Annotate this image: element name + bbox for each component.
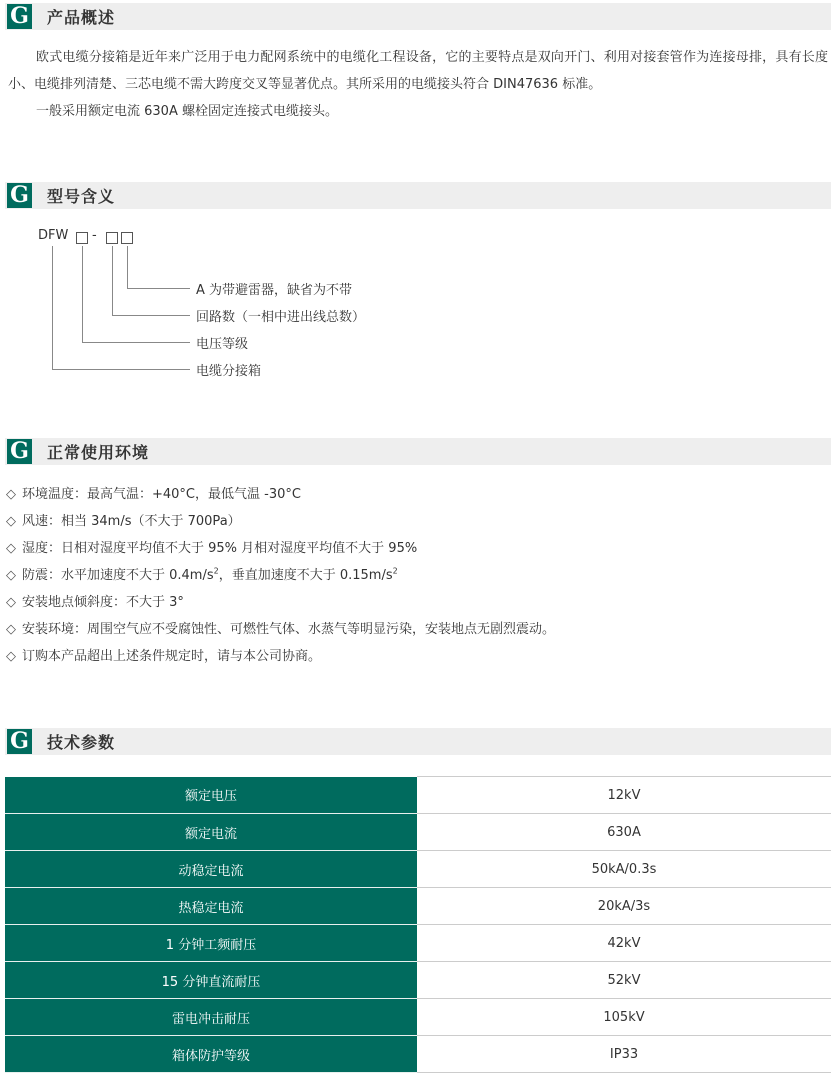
connector-line [112, 246, 113, 315]
spec-value: 630A [417, 814, 831, 851]
connector-line [112, 315, 190, 316]
spec-name: 额定电压 [5, 777, 417, 814]
spec-name: 额定电流 [5, 814, 417, 851]
spec-value: 42kV [417, 925, 831, 962]
list-item: ◇ 订购本产品超出上述条件规定时，请与本公司协商。 [6, 643, 832, 670]
diamond-bullet-icon: ◇ [6, 622, 16, 637]
overview-paragraph: 一般采用额定电流 630A 螺栓固定连接式电缆接头。 [36, 104, 338, 119]
list-item: ◇ 风速：相当 34m/s（不大于 700Pa） [6, 508, 832, 535]
table-row [5, 777, 831, 814]
section-title: 正常使用环境 [47, 443, 150, 462]
spec-name: 雷电冲击耐压 [5, 999, 417, 1036]
environment-list [6, 481, 832, 670]
list-item: ◇ 湿度：日相对湿度平均值不大于 95% 月相对湿度平均值不大于 95% [6, 535, 832, 562]
section-header-overview [5, 3, 831, 30]
spec-name: 热稳定电流 [5, 888, 417, 925]
spec-value: IP33 [417, 1036, 831, 1073]
spec-value: 12kV [417, 777, 831, 814]
model-dash: - [92, 228, 97, 243]
section-title: 技术参数 [47, 733, 116, 752]
table-row [5, 814, 831, 851]
model-label: 电压等级 [196, 337, 249, 352]
table-row [5, 962, 831, 999]
list-item: ◇ 安装环境：周围空气应不受腐蚀性、可燃性气体、水蒸气等明显污染，安装地点无剧烈震动。 [6, 616, 832, 643]
connector-line [52, 369, 190, 370]
list-item: ◇ 环境温度：最高气温：+40°C，最低气温 -30°C [6, 481, 832, 508]
spec-name: 动稳定电流 [5, 851, 417, 888]
section-title: 型号含义 [47, 187, 116, 206]
table-row [5, 925, 831, 962]
model-label: A 为带避雷器，缺省为不带 [196, 283, 353, 298]
table-row [5, 1036, 831, 1073]
spec-value: 105kV [417, 999, 831, 1036]
connector-line [52, 246, 53, 369]
diamond-bullet-icon: ◇ [6, 487, 16, 502]
g-logo-icon: G [7, 183, 32, 208]
model-label: 回路数（一相中进出线总数） [196, 310, 366, 325]
diamond-bullet-icon: ◇ [6, 649, 16, 664]
g-logo-icon: G [7, 729, 32, 754]
table-row [5, 888, 831, 925]
section-header-environment [5, 438, 831, 465]
diamond-bullet-icon: ◇ [6, 595, 16, 610]
model-placeholder-box [76, 232, 88, 244]
connector-line [127, 288, 190, 289]
section-title: 产品概述 [47, 8, 116, 27]
section-header-model [5, 182, 831, 209]
table-row [5, 851, 831, 888]
overview-paragraph: 欧式电缆分接箱是近年来广泛用于电力配网系统中的电缆化工程设备，它的主要特点是双向开门、利用对接套管作为连接母排，具有长度小、电缆排列清楚、三芯电缆不需大跨度交叉等显著优点。其所采用的电缆接头符合 DIN47636 标准。 [8, 50, 828, 92]
connector-line [82, 342, 190, 343]
model-code: DFW [38, 228, 69, 243]
list-item: ◇ 防震：水平加速度不大于 $0.4m/s^2$，垂直加速度不大于 $0.15m/s^2$ [6, 562, 832, 589]
connector-line [127, 246, 128, 288]
spec-name: 15 分钟直流耐压 [5, 962, 417, 999]
spec-value: 52kV [417, 962, 831, 999]
section-header-specs [5, 728, 831, 755]
spec-name: 箱体防护等级 [5, 1036, 417, 1073]
diamond-bullet-icon: ◇ [6, 568, 16, 583]
list-item: ◇ 安装地点倾斜度：不大于 3° [6, 589, 832, 616]
g-logo-icon: G [7, 439, 32, 464]
spec-value: 50kA/0.3s [417, 851, 831, 888]
model-label: 电缆分接箱 [196, 364, 262, 379]
connector-line [82, 246, 83, 342]
spec-table [5, 776, 831, 1073]
spec-value: 20kA/3s [417, 888, 831, 925]
spec-name: 1 分钟工频耐压 [5, 925, 417, 962]
table-row [5, 999, 831, 1036]
model-placeholder-box [106, 232, 118, 244]
overview-text [8, 44, 828, 125]
model-placeholder-box [121, 232, 133, 244]
diamond-bullet-icon: ◇ [6, 541, 16, 556]
diamond-bullet-icon: ◇ [6, 514, 16, 529]
g-logo-icon: G [7, 4, 32, 29]
model-diagram [0, 222, 836, 392]
